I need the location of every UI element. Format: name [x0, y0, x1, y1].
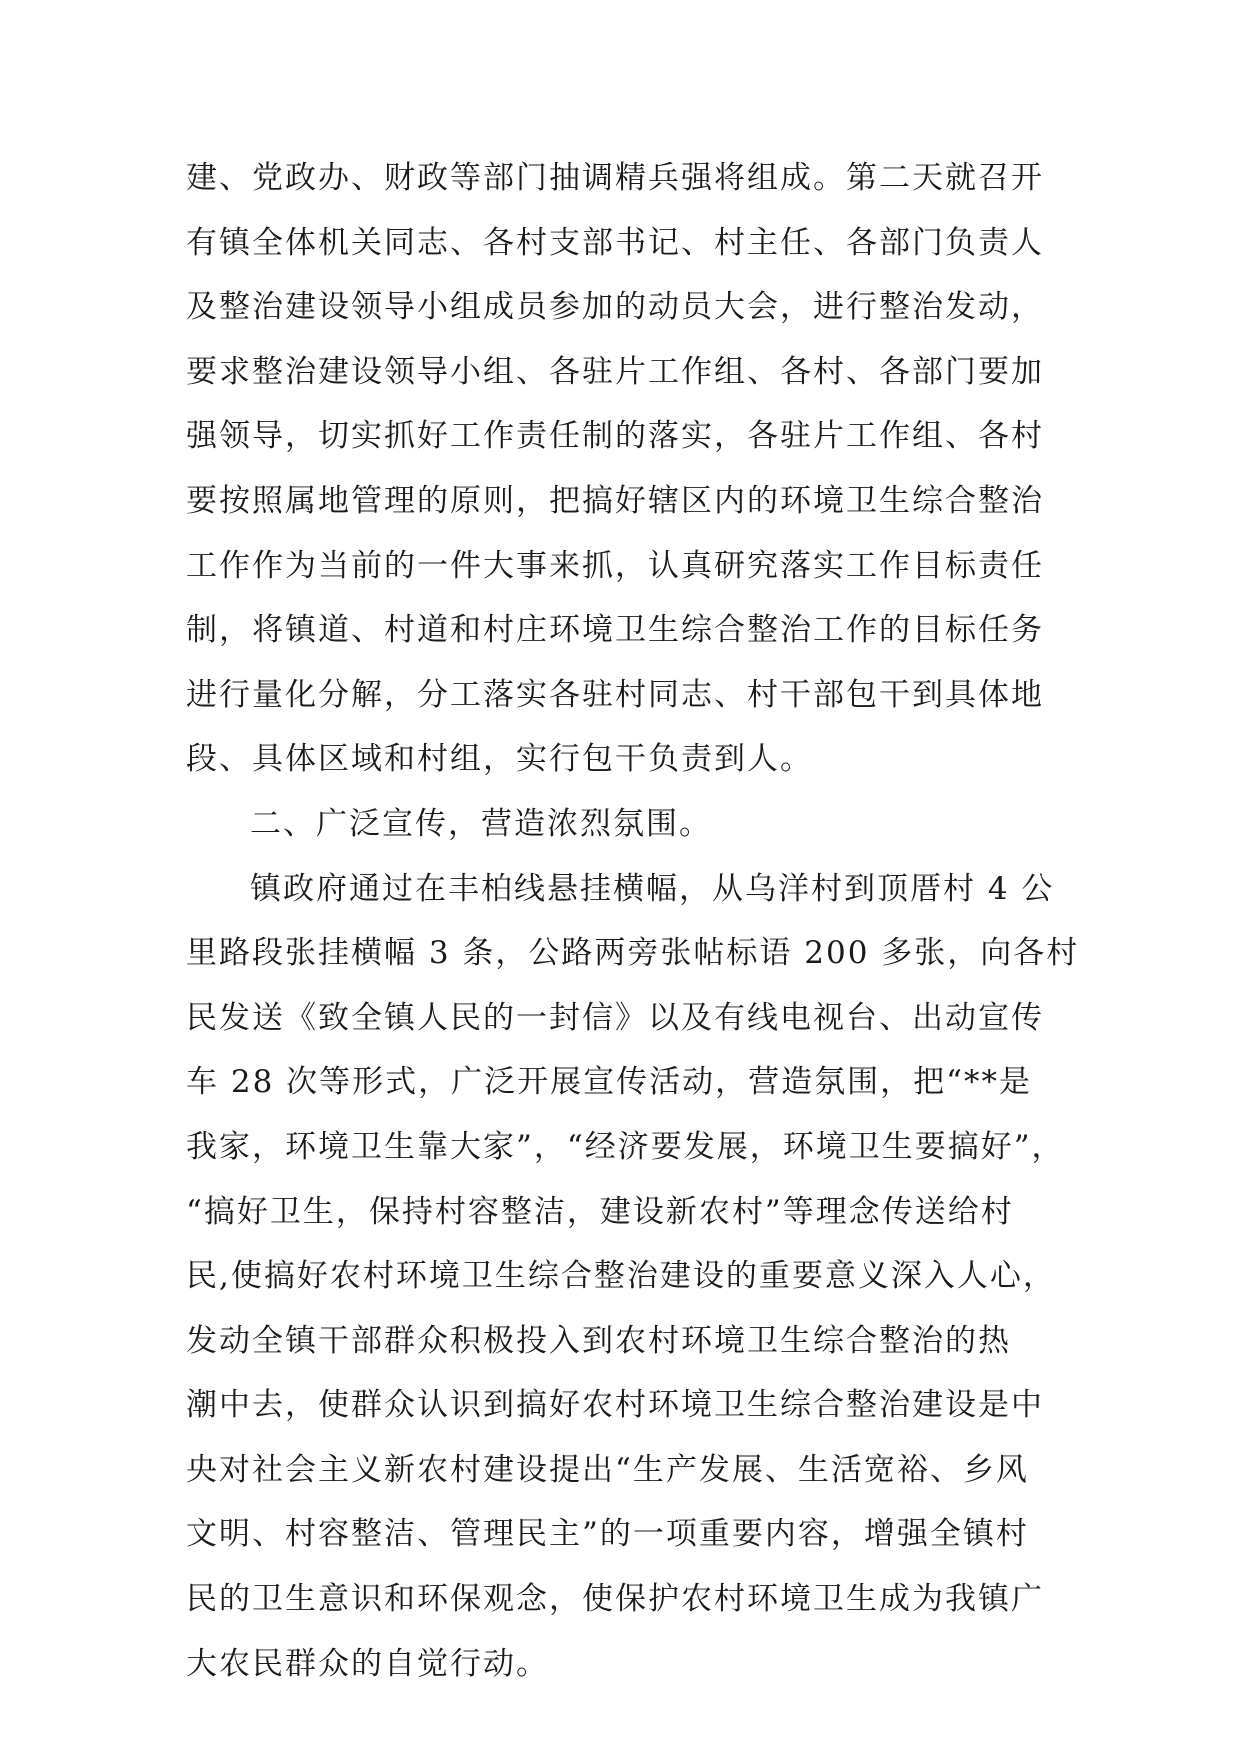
text-line: 车 28 次等形式，广泛开展宣传活动，营造氛围，把“**是 [186, 1064, 1033, 1101]
text-line: 大农民群众的自觉行动。 [186, 1645, 549, 1682]
text-line: 文明、村容整洁、管理民主”的一项重要内容，增强全镇村 [186, 1516, 1029, 1553]
text-line: 发动全镇干部群众积极投入到农村环境卫生综合整治的热 [186, 1322, 1011, 1359]
text-line: 民的卫生意识和环保观念，使保护农村环境卫生成为我镇广 [186, 1581, 1044, 1618]
text-line: 民发送《致全镇人民的一封信》以及有线电视台、出动宣传 [186, 999, 1044, 1036]
text-line: 建、党政办、财政等部门抽调精兵强将组成。第二天就召开 [186, 160, 1044, 196]
document-body [186, 146, 1106, 1696]
text-line: “搞好卫生，保持村容整洁，建设新农村”等理念传送给村 [186, 1193, 1014, 1230]
text-line: 有镇全体机关同志、各村支部书记、村主任、各部门负责人 [186, 224, 1044, 261]
text-line: 潮中去，使群众认识到搞好农村环境卫生综合整治建设是中 [186, 1387, 1044, 1424]
text-line: 央对社会主义新农村建设提出“生产发展、生活宽裕、乡风 [186, 1451, 1029, 1488]
text-line: 要求整治建设领导小组、各驻片工作组、各村、各部门要加 [186, 353, 1044, 390]
text-line: 要按照属地管理的原则，把搞好辖区内的环境卫生综合整治 [186, 482, 1044, 519]
text-line: 及整治建设领导小组成员参加的动员大会，进行整治发动， [186, 289, 1044, 326]
text-line: 进行量化分解，分工落实各驻村同志、村干部包干到具体地 [186, 676, 1044, 713]
text-line: 民,使搞好农村环境卫生综合整治建设的重要意义深入人心， [186, 1258, 1056, 1295]
section-heading: 二、广泛宣传，营造浓烈氛围。 [250, 805, 712, 842]
text-line: 镇政府通过在丰柏线悬挂横幅，从乌洋村到顶厝村 4 公 [250, 870, 1055, 907]
text-line: 段、具体区域和村组，实行包干负责到人。 [186, 741, 813, 778]
text-line: 里路段张挂横幅 3 条，公路两旁张帖标语 200 多张，向各村 [186, 935, 1080, 972]
text-line: 强领导，切实抓好工作责任制的落实，各驻片工作组、各村 [186, 418, 1044, 455]
text-line: 制，将镇道、村道和村庄环境卫生综合整治工作的目标任务 [186, 612, 1044, 649]
text-line: 我家，环境卫生靠大家”，“经济要发展，环境卫生要搞好”， [186, 1128, 1065, 1165]
text-line: 工作作为当前的一件大事来抓，认真研究落实工作目标责任 [186, 547, 1044, 584]
